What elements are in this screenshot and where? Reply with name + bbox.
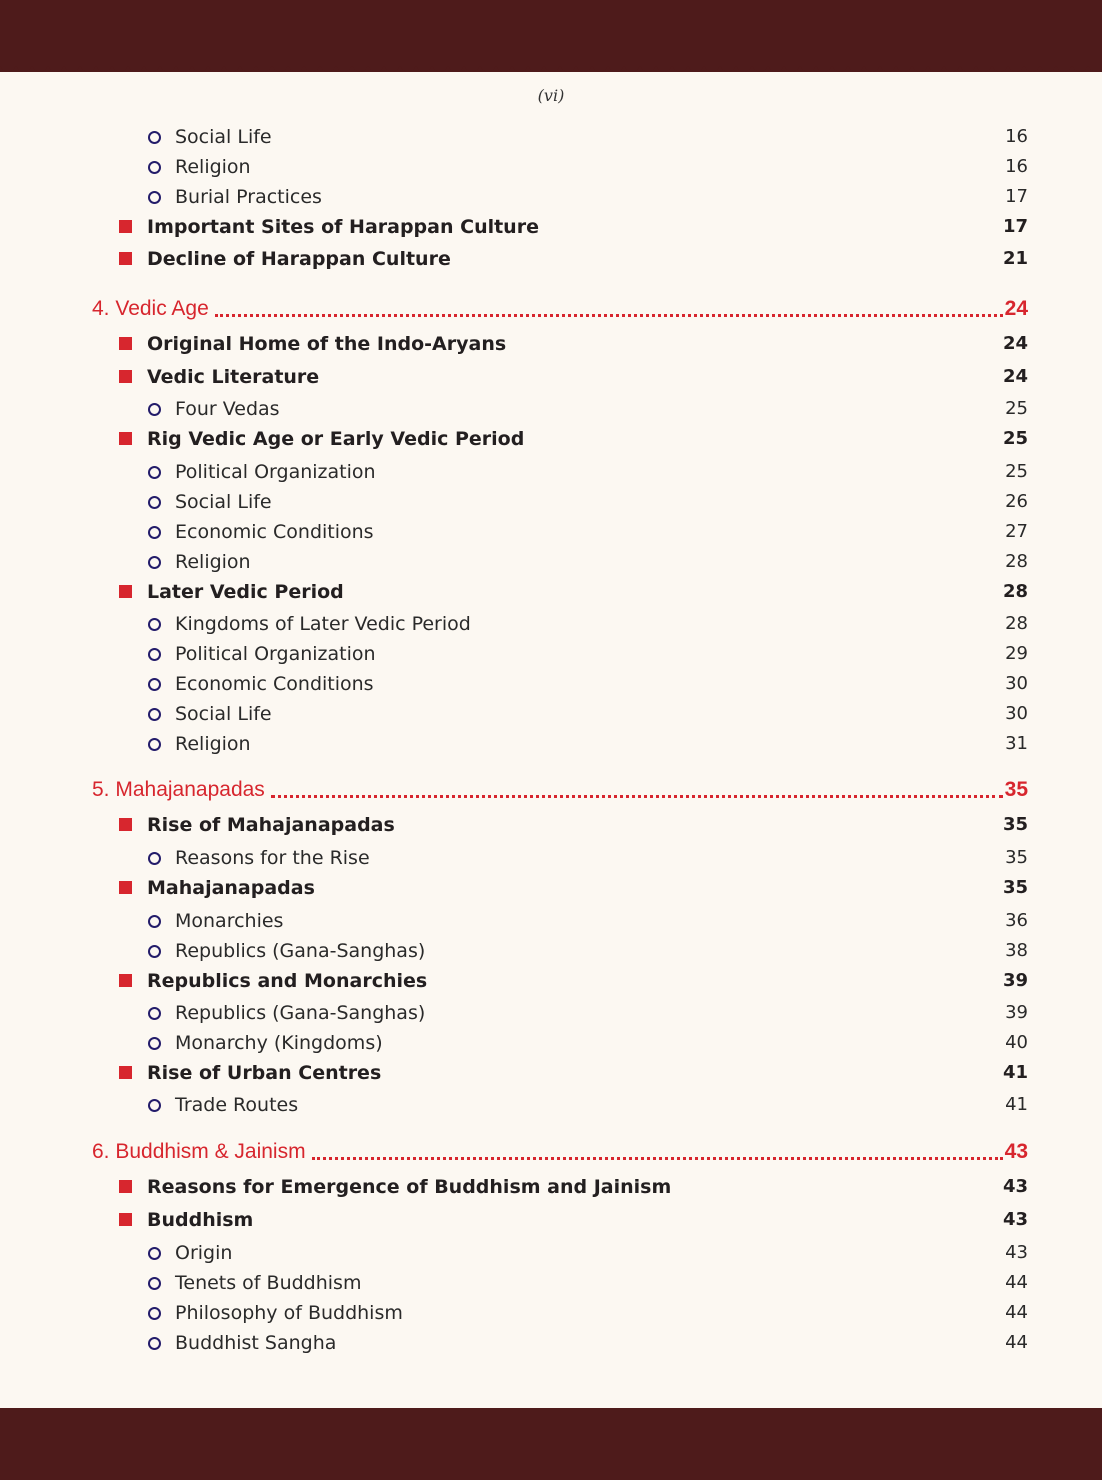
square-bullet-icon [119,585,132,598]
toc-page-number: 44 [1005,1272,1028,1293]
toc-entry-title: Religion [175,733,251,755]
toc-subsection-row [0,609,1102,639]
toc-section-row [0,966,1102,996]
toc-subsection-row [0,394,1102,424]
toc-entry-title: Social Life [175,703,272,725]
toc-entry-title: Original Home of the Indo-Aryans [147,333,507,355]
toc-entry-title: Republics (Gana-Sanghas) [175,1002,426,1024]
toc-page-number: 43 [1005,1242,1028,1263]
toc-entry-title: Kingdoms of Later Vedic Period [175,613,471,635]
dot-leader [215,314,1003,317]
toc-page-number: 31 [1005,733,1028,754]
toc-subsection-row [0,639,1102,669]
circle-bullet-icon [148,1247,161,1260]
toc-subsection-row [0,122,1102,152]
toc-entry-title: 4. Vedic Age [92,297,209,320]
toc-page-number: 44 [1005,1332,1028,1353]
toc-entry-title: 5. Mahajanapadas [92,778,265,801]
toc-page-number: 41 [1002,1062,1028,1083]
toc-section-row [0,212,1102,242]
toc-subsection-row [0,936,1102,966]
toc-section-row [0,329,1102,359]
toc-subsection-row [0,1238,1102,1268]
toc-subsection-row [0,699,1102,729]
toc-entry-title: Buddhism [147,1209,254,1231]
toc-page-number: 43 [1004,1140,1028,1163]
toc-section-row [0,244,1102,274]
circle-bullet-icon [148,945,161,958]
toc-entry-title: Republics (Gana-Sanghas) [175,940,426,962]
square-bullet-icon [119,1213,132,1226]
toc-page-number: 26 [1005,491,1028,512]
toc-entry-title: Monarchy (Kingdoms) [175,1032,383,1054]
toc-entry-title: Vedic Literature [147,366,320,388]
toc-subsection-row [0,906,1102,936]
circle-bullet-icon [148,1037,161,1050]
toc-entry-title: Important Sites of Harappan Culture [147,216,539,238]
toc-section-row [0,577,1102,607]
toc-page-number: 17 [1002,216,1028,237]
toc-entry-title: Origin [175,1242,233,1264]
toc-entry-title: Reasons for the Rise [175,847,370,869]
toc-entry-title: Rise of Urban Centres [147,1062,382,1084]
toc-page-number: 16 [1005,156,1028,177]
circle-bullet-icon [148,161,161,174]
toc-section-row [0,1205,1102,1235]
square-bullet-icon [119,252,132,265]
toc-section-row [0,1172,1102,1202]
toc-page-number: 28 [1002,581,1028,602]
toc-page-number: 44 [1005,1302,1028,1323]
circle-bullet-icon [148,738,161,751]
toc-page-number: 35 [1002,877,1028,898]
toc-section-row [0,873,1102,903]
toc-page-number: 24 [1002,333,1028,354]
toc-entry-title: Mahajanapadas [147,877,315,899]
top-scalloped-edge [0,66,1102,78]
toc-page-number: 39 [1005,1002,1028,1023]
circle-bullet-icon [148,556,161,569]
circle-bullet-icon [148,496,161,509]
toc-entry-title: Decline of Harappan Culture [147,248,451,270]
toc-entry-title: Later Vedic Period [147,581,344,603]
toc-subsection-row [0,998,1102,1028]
toc-entry-title: Burial Practices [175,186,322,208]
toc-page-number: 41 [1005,1094,1028,1115]
top-border-band [0,0,1102,72]
toc-subsection-row [0,487,1102,517]
circle-bullet-icon [148,1007,161,1020]
toc-subsection-row [0,669,1102,699]
toc-page-number: 25 [1005,398,1028,419]
circle-bullet-icon [148,191,161,204]
circle-bullet-icon [148,526,161,539]
toc-page-number: 17 [1005,186,1028,207]
circle-bullet-icon [148,1307,161,1320]
toc-entry-title: Reasons for Emergence of Buddhism and Jainism [147,1176,672,1198]
toc-subsection-row [0,843,1102,873]
toc-page-number: 25 [1002,428,1028,449]
toc-subsection-row [0,1090,1102,1120]
bottom-border-band [0,1408,1102,1480]
toc-page-number: 35 [1005,847,1028,868]
toc-page-number: 21 [1002,248,1028,269]
toc-entry-title: Philosophy of Buddhism [175,1302,403,1324]
square-bullet-icon [119,818,132,831]
toc-page-number: 16 [1005,126,1028,147]
toc-subsection-row [0,182,1102,212]
toc-page-number: 43 [1002,1209,1028,1230]
toc-entry-title: Economic Conditions [175,521,374,543]
toc-page-number: 30 [1005,703,1028,724]
toc-section-row [0,810,1102,840]
toc-entry-title: 6. Buddhism & Jainism [92,1140,306,1163]
toc-page-number: 38 [1005,940,1028,961]
toc-entry-title: Rig Vedic Age or Early Vedic Period [147,428,525,450]
circle-bullet-icon [148,403,161,416]
toc-page-number: 35 [1004,778,1028,801]
circle-bullet-icon [148,852,161,865]
square-bullet-icon [119,1066,132,1079]
circle-bullet-icon [148,1099,161,1112]
toc-subsection-row [0,1298,1102,1328]
circle-bullet-icon [148,915,161,928]
circle-bullet-icon [148,708,161,721]
toc-page-number: 43 [1002,1176,1028,1197]
toc-entry-title: Religion [175,551,251,573]
toc-entry-title: Political Organization [175,461,376,483]
toc-section-row [0,1058,1102,1088]
toc-entry-title: Religion [175,156,251,178]
toc-page-number: 28 [1005,551,1028,572]
circle-bullet-icon [148,131,161,144]
toc-subsection-row [0,729,1102,759]
toc-chapter-row [0,1135,1102,1169]
toc-page-number: 29 [1005,643,1028,664]
toc-page-number: 24 [1002,366,1028,387]
circle-bullet-icon [148,678,161,691]
toc-subsection-row [0,1328,1102,1358]
circle-bullet-icon [148,1277,161,1290]
toc-page-number: 30 [1005,673,1028,694]
toc-page-number: 24 [1004,297,1028,320]
toc-entry-title: Republics and Monarchies [147,970,428,992]
toc-entry-title: Monarchies [175,910,284,932]
toc-entry-title: Four Vedas [175,398,280,420]
toc-entry-title: Political Organization [175,643,376,665]
circle-bullet-icon [148,466,161,479]
toc-section-row [0,362,1102,392]
dot-leader [271,795,1003,798]
toc-entry-title: Economic Conditions [175,673,374,695]
toc-entry-title: Buddhist Sangha [175,1332,337,1354]
toc-section-row [0,424,1102,454]
toc-page-number: 40 [1005,1032,1028,1053]
toc-page-number: 25 [1005,461,1028,482]
square-bullet-icon [119,432,132,445]
square-bullet-icon [119,337,132,350]
toc-entry-title: Rise of Mahajanapadas [147,814,395,836]
toc-subsection-row [0,517,1102,547]
toc-entry-title: Tenets of Buddhism [175,1272,362,1294]
circle-bullet-icon [148,1337,161,1350]
page-number: (vi) [537,86,565,105]
circle-bullet-icon [148,648,161,661]
toc-entry-title: Social Life [175,491,272,513]
toc-page-number: 27 [1005,521,1028,542]
dot-leader [312,1157,1003,1160]
toc-page-number: 35 [1002,814,1028,835]
toc-entry-title: Trade Routes [175,1094,299,1116]
toc-subsection-row [0,457,1102,487]
circle-bullet-icon [148,618,161,631]
square-bullet-icon [119,220,132,233]
toc-subsection-row [0,1028,1102,1058]
toc-chapter-row [0,292,1102,326]
toc-subsection-row [0,547,1102,577]
toc-page-number: 28 [1005,613,1028,634]
toc-entry-title: Social Life [175,126,272,148]
toc-page-number: 36 [1005,910,1028,931]
toc-chapter-row [0,773,1102,807]
square-bullet-icon [119,974,132,987]
toc-subsection-row [0,152,1102,182]
square-bullet-icon [119,881,132,894]
toc-page-number: 39 [1002,970,1028,991]
toc-subsection-row [0,1268,1102,1298]
square-bullet-icon [119,1180,132,1193]
square-bullet-icon [119,370,132,383]
